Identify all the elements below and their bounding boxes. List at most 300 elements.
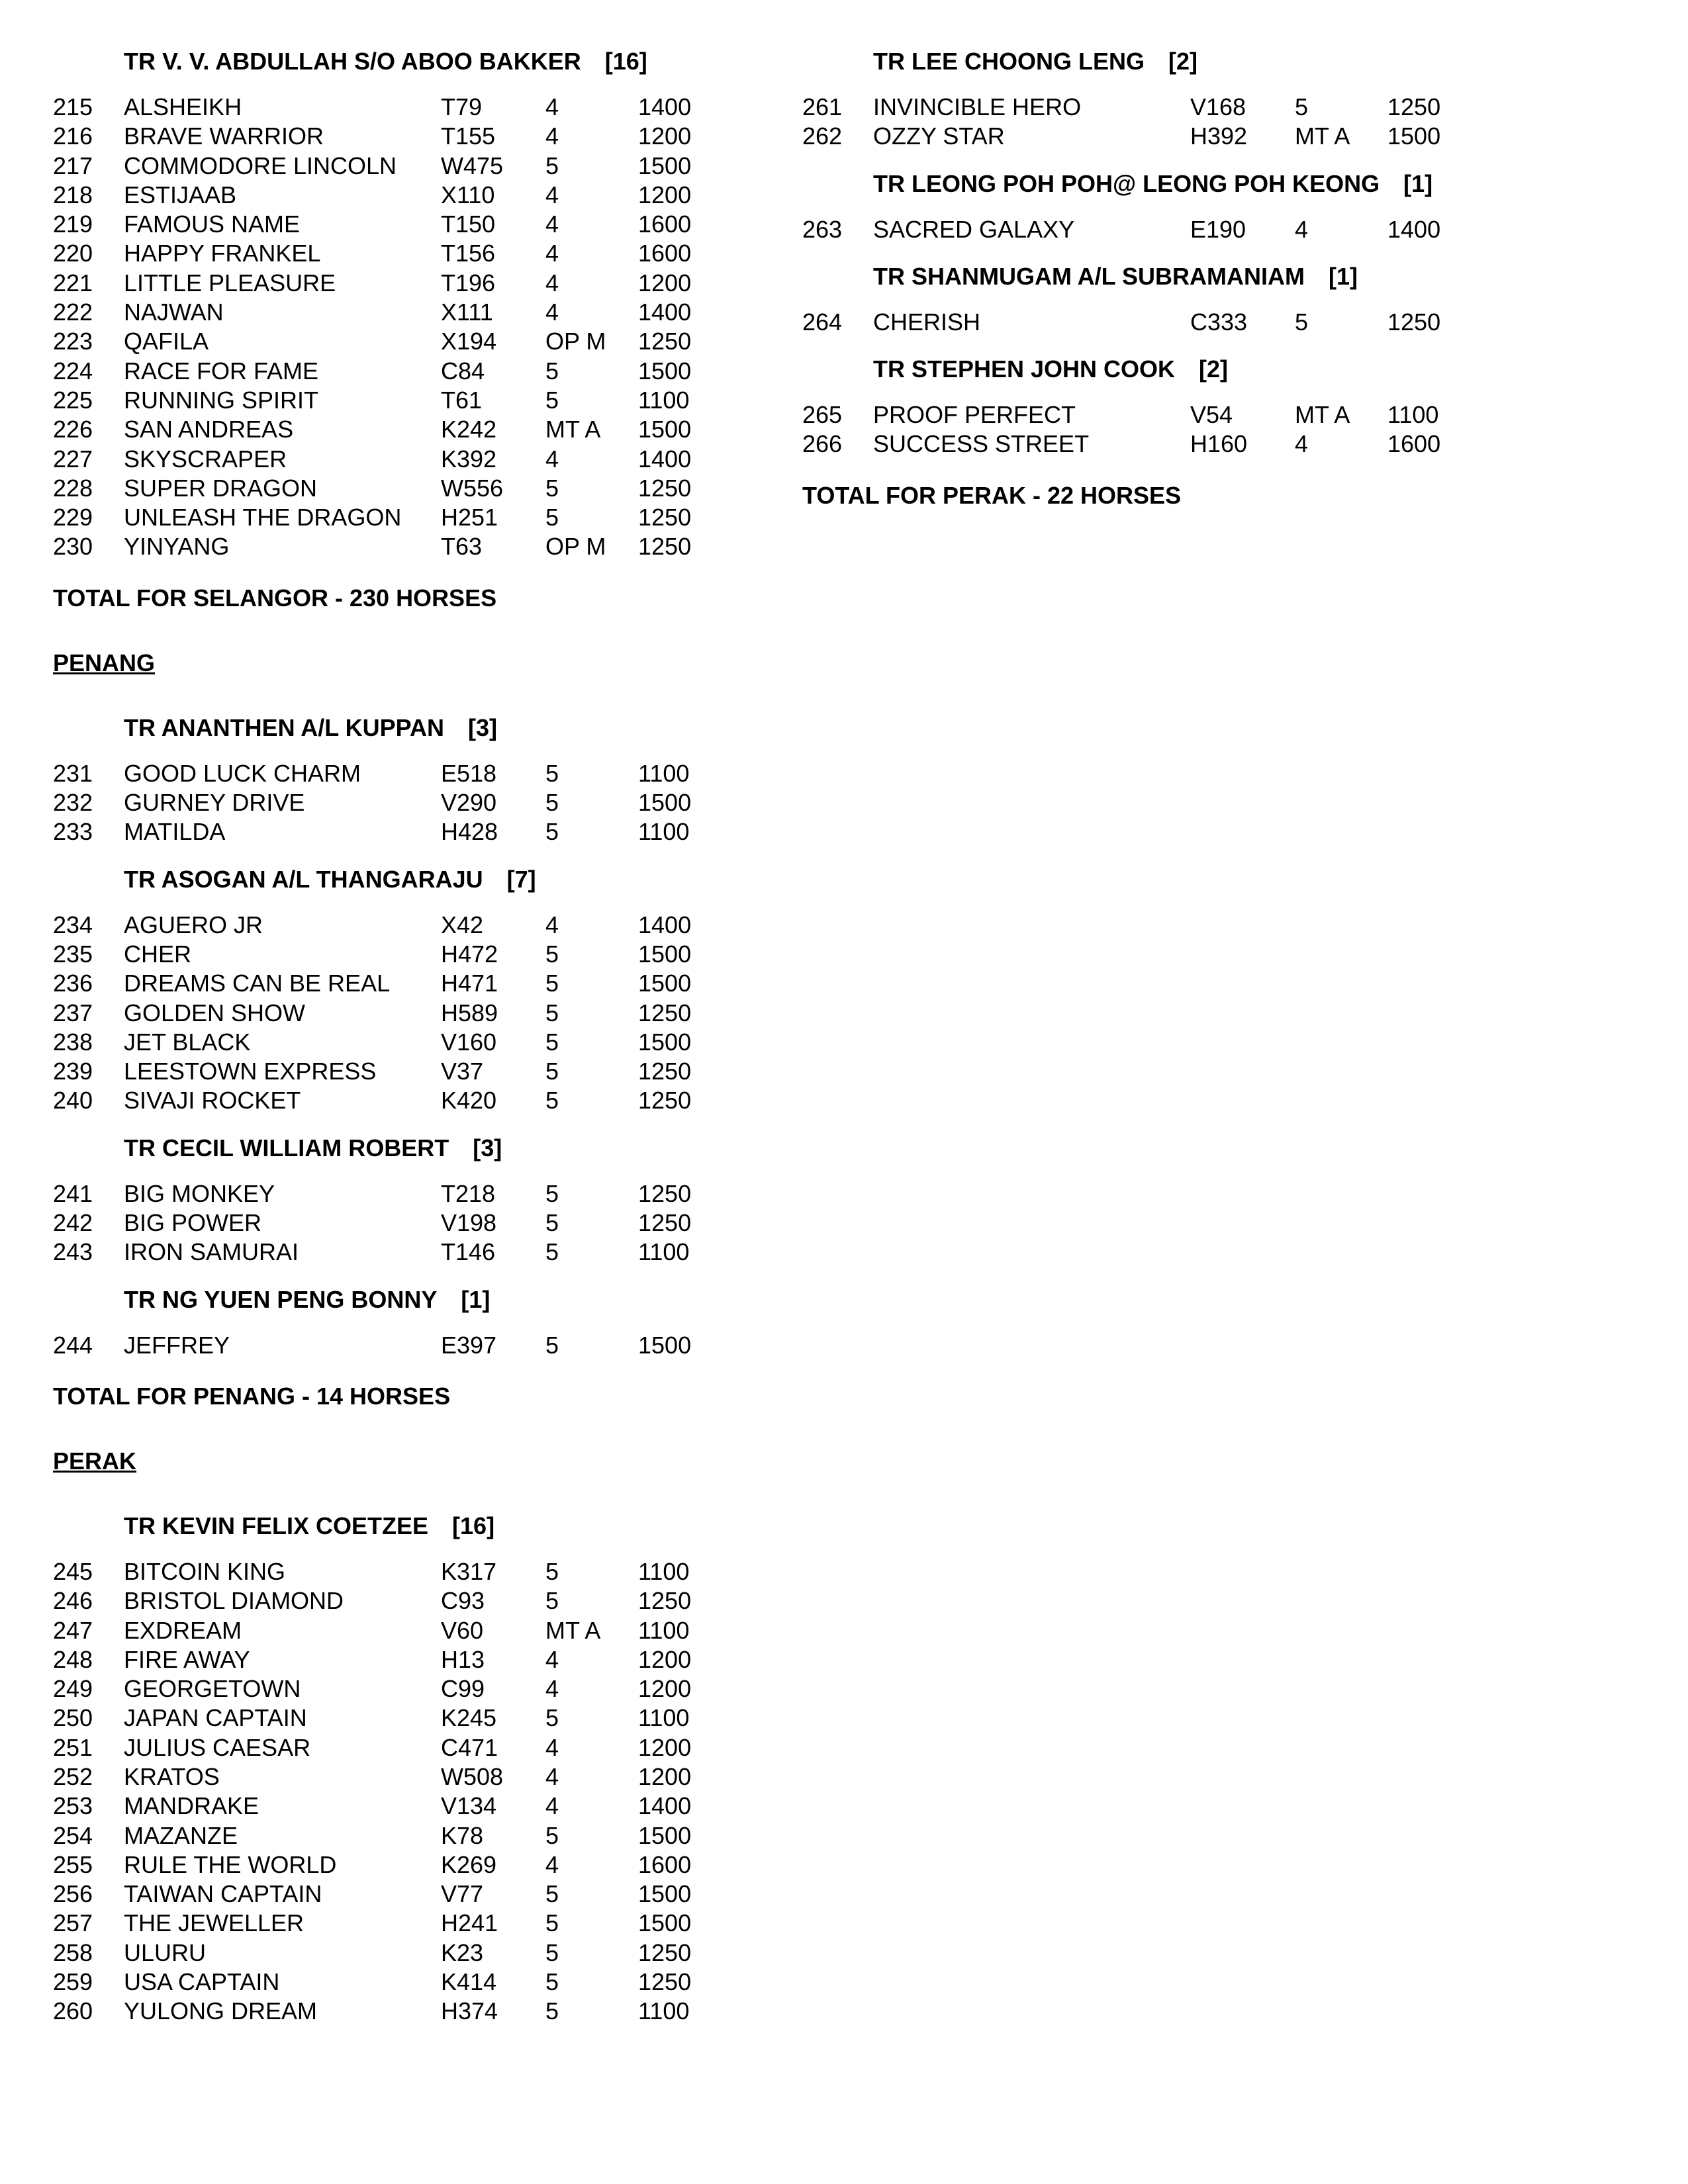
horse-code: H589 xyxy=(441,999,498,1026)
horse-number: 256 xyxy=(53,1880,93,1908)
horse-number: 253 xyxy=(53,1792,93,1820)
horse-name: BRISTOL DIAMOND xyxy=(124,1587,344,1615)
horse-distance: 1250 xyxy=(638,1968,692,1996)
horse-name: NAJWAN xyxy=(124,298,224,326)
horse-distance: 1500 xyxy=(638,416,692,443)
horse-distance: 1200 xyxy=(638,122,692,150)
horse-code: V60 xyxy=(441,1616,484,1644)
horse-code: K392 xyxy=(441,445,497,473)
horse-distance: 1400 xyxy=(1387,215,1441,243)
horse-class: 4 xyxy=(545,1762,559,1790)
horse-number: 224 xyxy=(53,357,93,385)
horse-distance: 1400 xyxy=(638,445,692,473)
horse-number: 215 xyxy=(53,93,93,120)
horse-code: C99 xyxy=(441,1675,485,1703)
horse-row xyxy=(53,1674,755,1704)
horse-row xyxy=(53,445,755,474)
horse-class: MT A xyxy=(1295,401,1350,429)
trainer-name: TR ANANTHEN A/L KUPPAN xyxy=(124,713,444,741)
horse-class: 4 xyxy=(545,122,559,150)
trainer-heading xyxy=(873,355,1597,383)
horse-code: T61 xyxy=(441,386,483,414)
horse-class: 5 xyxy=(545,1587,559,1615)
horse-class: MT A xyxy=(545,1616,601,1644)
horse-number: 259 xyxy=(53,1968,93,1996)
horse-name: OZZY STAR xyxy=(873,122,1005,150)
horse-class: 5 xyxy=(545,1821,559,1849)
horse-distance: 1100 xyxy=(638,818,690,846)
horse-distance: 1200 xyxy=(638,269,692,296)
horse-name: JULIUS CAESAR xyxy=(124,1733,311,1761)
trainer-heading xyxy=(124,866,755,893)
horse-distance: 1100 xyxy=(1387,401,1439,429)
horse-row xyxy=(802,215,1597,244)
horse-code: K269 xyxy=(441,1850,497,1878)
horse-distance: 1400 xyxy=(638,1792,692,1820)
horse-name: SAN ANDREAS xyxy=(124,416,294,443)
horse-distance: 1100 xyxy=(638,759,690,787)
horse-row xyxy=(53,1331,755,1360)
horse-row xyxy=(53,210,755,239)
trainer-heading xyxy=(873,48,1597,75)
horse-class: 4 xyxy=(1295,430,1309,458)
horse-code: T155 xyxy=(441,122,496,150)
horse-class: OP M xyxy=(545,328,606,355)
horse-name: USA CAPTAIN xyxy=(124,1968,280,1996)
horse-distance: 1500 xyxy=(638,970,692,997)
horse-row xyxy=(53,357,755,386)
horse-name: LITTLE PLEASURE xyxy=(124,269,336,296)
trainer-name: TR STEPHEN JOHN COOK xyxy=(873,355,1176,383)
right-column xyxy=(802,48,1597,547)
trainer-block xyxy=(53,866,755,1116)
horse-count: [3] xyxy=(473,1134,502,1161)
horse-class: 4 xyxy=(545,445,559,473)
horse-number: 258 xyxy=(53,1938,93,1966)
horse-distance: 1250 xyxy=(638,999,692,1026)
horse-distance: 1250 xyxy=(638,533,692,561)
horse-row xyxy=(53,1733,755,1762)
horse-code: V198 xyxy=(441,1209,497,1237)
horse-distance: 1200 xyxy=(638,1675,692,1703)
horse-row xyxy=(53,93,755,122)
horse-row xyxy=(53,1645,755,1674)
trainer-block xyxy=(53,714,755,847)
horse-distance: 1500 xyxy=(1387,122,1441,150)
horse-number: 248 xyxy=(53,1645,93,1673)
horse-row xyxy=(53,152,755,181)
horse-count: [1] xyxy=(1328,262,1358,290)
horse-number: 226 xyxy=(53,416,93,443)
horse-distance: 1100 xyxy=(638,1557,690,1585)
horse-number: 257 xyxy=(53,1909,93,1937)
horse-number: 223 xyxy=(53,328,93,355)
horse-number: 220 xyxy=(53,240,93,267)
trainer-name: TR CECIL WILLIAM ROBERT xyxy=(124,1134,449,1161)
horse-number: 265 xyxy=(802,401,843,429)
horse-number: 217 xyxy=(53,152,93,179)
horse-code: T146 xyxy=(441,1238,496,1266)
trainer-heading xyxy=(873,170,1597,198)
horse-name: RULE THE WORLD xyxy=(124,1850,337,1878)
horse-name: BIG MONKEY xyxy=(124,1179,275,1207)
horse-name: UNLEASH THE DRAGON xyxy=(124,504,402,531)
horse-name: MANDRAKE xyxy=(124,1792,259,1820)
horse-code: T196 xyxy=(441,269,496,296)
horse-name: FIRE AWAY xyxy=(124,1645,250,1673)
horse-number: 225 xyxy=(53,386,93,414)
horse-number: 240 xyxy=(53,1087,93,1115)
horse-class: 4 xyxy=(545,181,559,208)
horse-row xyxy=(53,1850,755,1880)
horse-count: [16] xyxy=(452,1512,495,1539)
horse-number: 219 xyxy=(53,210,93,238)
horse-number: 239 xyxy=(53,1058,93,1085)
horse-distance: 1600 xyxy=(638,240,692,267)
horse-distance: 1250 xyxy=(638,328,692,355)
horse-class: 5 xyxy=(545,970,559,997)
trainer-name: TR LEONG POH POH@ LEONG POH KEONG xyxy=(873,169,1380,197)
horse-class: 5 xyxy=(545,1968,559,1996)
horse-code: T63 xyxy=(441,533,483,561)
horse-name: JAPAN CAPTAIN xyxy=(124,1704,307,1732)
horse-name: AGUERO JR xyxy=(124,911,263,938)
horse-name: DREAMS CAN BE REAL xyxy=(124,970,391,997)
horse-code: K242 xyxy=(441,416,497,443)
horse-row xyxy=(53,1057,755,1086)
horse-class: MT A xyxy=(545,416,601,443)
horse-number: 234 xyxy=(53,911,93,938)
horse-code: H13 xyxy=(441,1645,485,1673)
horse-code: C93 xyxy=(441,1587,485,1615)
horse-number: 235 xyxy=(53,940,93,968)
horse-code: T79 xyxy=(441,93,483,120)
horse-code: C84 xyxy=(441,357,485,385)
horse-code: K317 xyxy=(441,1557,497,1585)
horse-row xyxy=(53,269,755,298)
horse-name: SUCCESS STREET xyxy=(873,430,1090,458)
horse-code: X110 xyxy=(441,181,495,208)
horse-class: 5 xyxy=(545,1704,559,1732)
horse-distance: 1250 xyxy=(638,1587,692,1615)
horse-count: [2] xyxy=(1168,48,1198,75)
horse-code: K78 xyxy=(441,1821,484,1849)
horse-name: MATILDA xyxy=(124,818,226,846)
horse-code: W508 xyxy=(441,1762,504,1790)
horse-number: 241 xyxy=(53,1179,93,1207)
horse-distance: 1250 xyxy=(1387,308,1441,336)
horse-distance: 1500 xyxy=(638,789,692,817)
horse-row xyxy=(53,1997,755,2026)
horse-code: V54 xyxy=(1190,401,1233,429)
horse-distance: 1600 xyxy=(1387,430,1441,458)
horse-name: BRAVE WARRIOR xyxy=(124,122,324,150)
horse-row xyxy=(53,1880,755,1909)
horse-name: ESTIJAAB xyxy=(124,181,237,208)
horse-name: IRON SAMURAI xyxy=(124,1238,299,1266)
horse-row xyxy=(53,1616,755,1645)
horse-class: 4 xyxy=(545,240,559,267)
horse-name: GOOD LUCK CHARM xyxy=(124,759,361,787)
horse-row xyxy=(53,969,755,998)
horse-row xyxy=(53,788,755,817)
horse-distance: 1500 xyxy=(638,1821,692,1849)
region-heading: PENANG xyxy=(53,649,156,676)
horse-number: 246 xyxy=(53,1587,93,1615)
horse-number: 262 xyxy=(802,122,843,150)
horse-row xyxy=(53,474,755,503)
horse-number: 230 xyxy=(53,533,93,561)
horse-class: OP M xyxy=(545,533,606,561)
trainer-heading xyxy=(124,714,755,742)
horse-distance: 1100 xyxy=(638,1616,690,1644)
trainer-name: TR NG YUEN PENG BONNY xyxy=(124,1285,438,1313)
horse-distance: 1250 xyxy=(638,1179,692,1207)
horse-class: 5 xyxy=(545,357,559,385)
horse-row xyxy=(53,1938,755,1968)
horse-code: H241 xyxy=(441,1909,498,1937)
horse-row xyxy=(53,1557,755,1586)
total-line: TOTAL FOR PENANG - 14 HORSES xyxy=(53,1382,451,1410)
horse-name: GURNEY DRIVE xyxy=(124,789,305,817)
horse-class: 5 xyxy=(545,818,559,846)
horse-name: YINYANG xyxy=(124,533,230,561)
horse-class: 5 xyxy=(545,1909,559,1937)
horse-name: MAZANZE xyxy=(124,1821,238,1849)
horse-number: 237 xyxy=(53,999,93,1026)
horse-number: 264 xyxy=(802,308,843,336)
horse-class: 5 xyxy=(545,789,559,817)
horse-code: V134 xyxy=(441,1792,497,1820)
horse-name: JEFFREY xyxy=(124,1331,230,1359)
horse-class: 4 xyxy=(545,1675,559,1703)
horse-name: CHERISH xyxy=(873,308,981,336)
horse-name: LEESTOWN EXPRESS xyxy=(124,1058,377,1085)
horse-distance: 1500 xyxy=(638,357,692,385)
horse-class: 4 xyxy=(545,1850,559,1878)
horse-number: 242 xyxy=(53,1209,93,1237)
horse-code: K420 xyxy=(441,1087,497,1115)
horse-class: 4 xyxy=(545,1733,559,1761)
horse-name: SUPER DRAGON xyxy=(124,474,318,502)
horse-row xyxy=(53,1028,755,1057)
horse-number: 221 xyxy=(53,269,93,296)
horse-row xyxy=(53,1968,755,1997)
horse-name: QAFILA xyxy=(124,328,209,355)
horse-number: 260 xyxy=(53,1997,93,2025)
horse-distance: 1200 xyxy=(638,1733,692,1761)
horse-class: 5 xyxy=(545,152,559,179)
horse-distance: 1250 xyxy=(638,1087,692,1115)
horse-row xyxy=(53,1821,755,1850)
horse-class: 4 xyxy=(545,1792,559,1820)
horse-class: 5 xyxy=(545,1557,559,1585)
horse-name: COMMODORE LINCOLN xyxy=(124,152,397,179)
horse-row xyxy=(53,1704,755,1733)
total-line: TOTAL FOR SELANGOR - 230 HORSES xyxy=(53,584,497,612)
horse-row xyxy=(53,503,755,532)
horse-row xyxy=(53,1238,755,1267)
horse-number: 244 xyxy=(53,1331,93,1359)
horse-distance: 1250 xyxy=(638,1058,692,1085)
trainer-block xyxy=(53,48,755,562)
horse-class: 5 xyxy=(545,1997,559,2025)
horse-number: 243 xyxy=(53,1238,93,1266)
trainer-block xyxy=(802,48,1597,152)
horse-code: H472 xyxy=(441,940,498,968)
horse-row xyxy=(802,93,1597,122)
trainer-heading xyxy=(873,263,1597,291)
trainer-block xyxy=(802,355,1597,459)
horse-class: 5 xyxy=(545,1058,559,1085)
horse-code: V290 xyxy=(441,789,497,817)
horse-name: JET BLACK xyxy=(124,1028,251,1056)
horse-name: EXDREAM xyxy=(124,1616,242,1644)
horse-number: 263 xyxy=(802,215,843,243)
horse-number: 252 xyxy=(53,1762,93,1790)
trainer-name: TR LEE CHOONG LENG xyxy=(873,48,1145,75)
horse-class: 5 xyxy=(545,1880,559,1908)
horse-code: X42 xyxy=(441,911,484,938)
horse-row xyxy=(53,940,755,969)
horse-class: MT A xyxy=(1295,122,1350,150)
horse-class: 5 xyxy=(1295,93,1309,120)
horse-number: 245 xyxy=(53,1557,93,1585)
horse-row xyxy=(802,122,1597,151)
horse-row xyxy=(53,122,755,151)
horse-row xyxy=(53,1208,755,1238)
horse-name: PROOF PERFECT xyxy=(873,401,1076,429)
horse-distance: 1400 xyxy=(638,298,692,326)
horse-code: K245 xyxy=(441,1704,497,1732)
trainer-name: TR SHANMUGAM A/L SUBRAMANIAM xyxy=(873,262,1305,290)
trainer-block xyxy=(802,263,1597,337)
horse-number: 236 xyxy=(53,970,93,997)
horse-code: H471 xyxy=(441,970,498,997)
horse-code: K414 xyxy=(441,1968,497,1996)
horse-distance: 1200 xyxy=(638,1645,692,1673)
horse-distance: 1200 xyxy=(638,181,692,208)
horse-code: E518 xyxy=(441,759,497,787)
horse-name: RACE FOR FAME xyxy=(124,357,319,385)
horse-distance: 1500 xyxy=(638,940,692,968)
horse-count: [1] xyxy=(1403,169,1433,197)
horse-code: V77 xyxy=(441,1880,484,1908)
horse-number: 254 xyxy=(53,1821,93,1849)
horse-name: RUNNING SPIRIT xyxy=(124,386,319,414)
horse-name: GOLDEN SHOW xyxy=(124,999,306,1026)
horse-code: W475 xyxy=(441,152,504,179)
horse-row xyxy=(53,181,755,210)
horse-class: 5 xyxy=(545,940,559,968)
horse-class: 4 xyxy=(545,911,559,938)
horse-row xyxy=(53,999,755,1028)
horse-code: V160 xyxy=(441,1028,497,1056)
horse-code: E190 xyxy=(1190,215,1246,243)
horse-number: 251 xyxy=(53,1733,93,1761)
horse-name: SACRED GALAXY xyxy=(873,215,1075,243)
trainer-block xyxy=(53,1512,755,2026)
horse-code: H392 xyxy=(1190,122,1248,150)
total-line: TOTAL FOR PERAK - 22 HORSES xyxy=(802,481,1182,509)
horse-class: 4 xyxy=(545,93,559,120)
horse-name: KRATOS xyxy=(124,1762,220,1790)
horse-distance: 1200 xyxy=(638,1762,692,1790)
horse-code: X194 xyxy=(441,328,497,355)
horse-class: 5 xyxy=(545,999,559,1026)
horse-row xyxy=(53,1586,755,1615)
horse-code: T218 xyxy=(441,1179,496,1207)
horse-number: 231 xyxy=(53,759,93,787)
horse-number: 250 xyxy=(53,1704,93,1732)
horse-number: 249 xyxy=(53,1675,93,1703)
horse-count: [1] xyxy=(461,1285,491,1313)
horse-class: 4 xyxy=(545,1645,559,1673)
trainer-heading xyxy=(124,1286,755,1314)
horse-name: BIG POWER xyxy=(124,1209,262,1237)
horse-row xyxy=(53,298,755,327)
horse-code: K23 xyxy=(441,1938,484,1966)
horse-count: [7] xyxy=(506,865,536,893)
horse-name: TAIWAN CAPTAIN xyxy=(124,1880,322,1908)
horse-number: 228 xyxy=(53,474,93,502)
horse-name: YULONG DREAM xyxy=(124,1997,318,2025)
horse-row xyxy=(53,1762,755,1792)
horse-name: INVINCIBLE HERO xyxy=(873,93,1082,120)
region-heading: PERAK xyxy=(53,1447,137,1475)
left-column xyxy=(53,48,755,2045)
horse-code: V37 xyxy=(441,1058,484,1085)
horse-class: 5 xyxy=(545,386,559,414)
horse-name: ULURU xyxy=(124,1938,207,1966)
horse-distance: 1100 xyxy=(638,1238,690,1266)
horse-name: CHER xyxy=(124,940,192,968)
horse-row xyxy=(53,759,755,788)
trainer-block xyxy=(53,1286,755,1360)
horse-number: 227 xyxy=(53,445,93,473)
horse-row xyxy=(802,308,1597,337)
horse-number: 233 xyxy=(53,818,93,846)
horse-distance: 1250 xyxy=(638,504,692,531)
horse-name: BITCOIN KING xyxy=(124,1557,286,1585)
horse-code: T150 xyxy=(441,210,496,238)
horse-distance: 1500 xyxy=(638,152,692,179)
horse-class: 5 xyxy=(545,1209,559,1237)
trainer-heading xyxy=(124,1134,755,1162)
horse-row xyxy=(802,400,1597,430)
trainer-block xyxy=(53,1134,755,1267)
horse-number: 238 xyxy=(53,1028,93,1056)
horse-distance: 1250 xyxy=(1387,93,1441,120)
horse-name: GEORGETOWN xyxy=(124,1675,301,1703)
horse-row xyxy=(53,415,755,444)
horse-count: [16] xyxy=(604,48,647,75)
horse-row xyxy=(53,817,755,846)
horse-name: THE JEWELLER xyxy=(124,1909,305,1937)
horse-code: X111 xyxy=(441,298,493,326)
horse-class: 4 xyxy=(1295,215,1309,243)
horse-number: 255 xyxy=(53,1850,93,1878)
horse-code: W556 xyxy=(441,474,504,502)
horse-number: 232 xyxy=(53,789,93,817)
horse-code: H251 xyxy=(441,504,498,531)
horse-class: 5 xyxy=(545,1238,559,1266)
horse-distance: 1600 xyxy=(638,210,692,238)
horse-code: T156 xyxy=(441,240,496,267)
horse-number: 261 xyxy=(802,93,843,120)
horse-distance: 1100 xyxy=(638,1704,690,1732)
horse-class: 5 xyxy=(1295,308,1309,336)
